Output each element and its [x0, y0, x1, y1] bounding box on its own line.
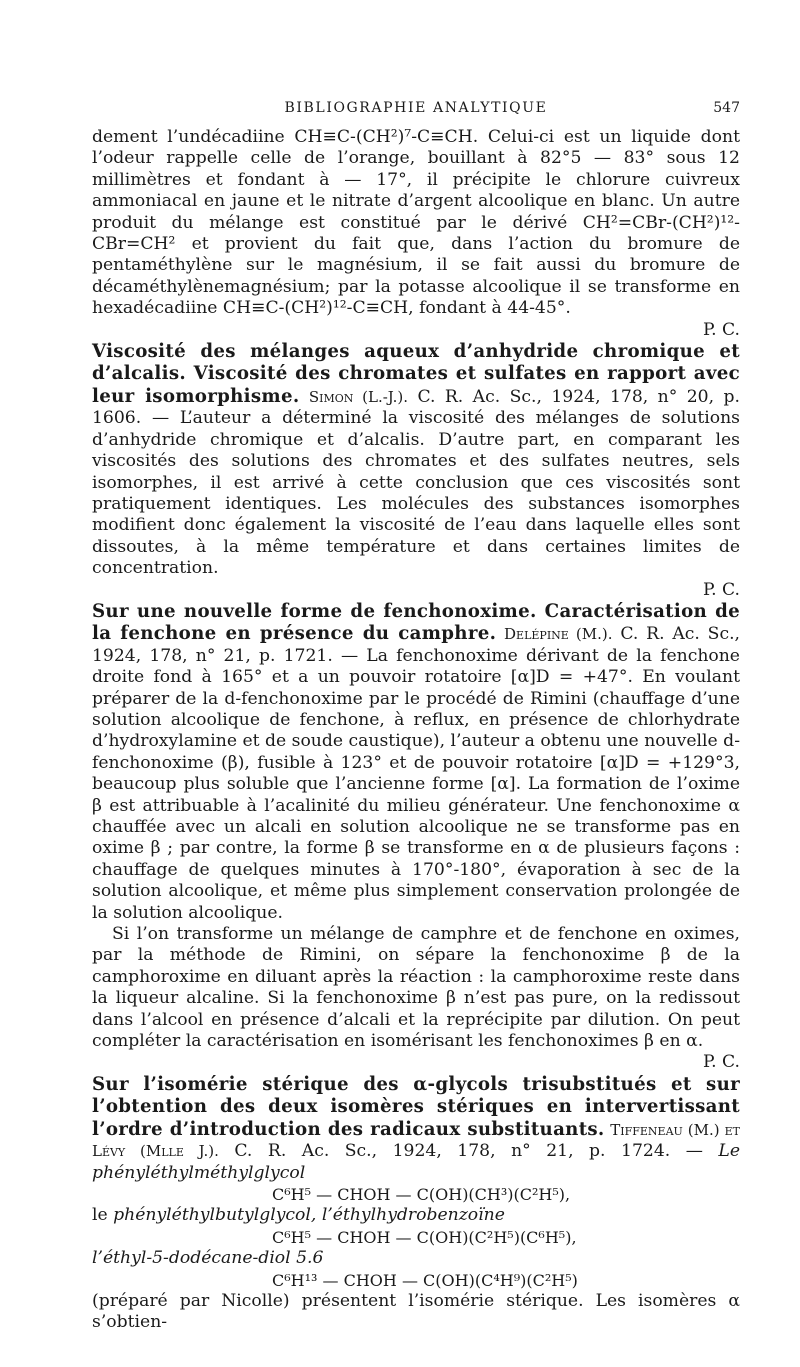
page-number: 547 [713, 100, 740, 116]
viscosite-text: — L’auteur a déterminé la viscosité des mélanges de solutions d’anhydride chromique et d’alcalis. D’autre part, en comparant les viscosités des solutions des chromates et des sulfates neutres, sels isomorphes, il est arrivé à cette conclusion que ces viscosités sont pratiquement identiques. Les molécules des substances isomorphes modifient donc également la viscosité de l’eau dans laquelle elles sont dissoutes, à la même température et dans certaines limites de concentration. [92, 408, 740, 579]
glycols-name-b: l’éthyl-5-dodécane-diol 5.6 [92, 1248, 324, 1269]
glycols-lead: — Le phényléthylméthylglycol [92, 1141, 740, 1183]
intro-paragraph: dement l’undécadiine CH≡C-(CH²)⁷-C≡CH. Celui-ci est un liquide dont l’odeur rappelle celle de l’orange, bouillant à 82°5 — 83° sous 12 millimètres et fondant à — 17°, il précipite le chlorure cuivreux ammoniacal en jaune et le nitrate d’argent alcoolique en blanc. Un autre produit du mélange est constitué par le dérivé CH²=CBr-(CH²)¹²-CBr=CH² et provient du fait que, dans l’action du bromure de pentaméthylène sur le magnésium, il se fait aussi du bromure de décaméthylènemagnésium; par la potasse alcoolique il se transforme en hexadécadiine CH≡C-(CH²)¹²-C≡CH, fondant à 44-45°. [92, 127, 740, 319]
fenchonoxime-signature: P. C. [702, 1052, 740, 1073]
fenchonoxime-text-2: Si l’on transforme un mélange de camphre et de fenchone en oximes, par la méthode de Rimini, on sépare la fenchonoxime β de la camphoroxime en diluant après la réaction : la camphoroxime reste dans la liqueur alcaline. Si la fenchonoxime β n’est pas pure, on la redissout dans l’alcool en présence d’alcali et la reprécipite par dilution. On peut compléter la caractérisation en isomérisant les fenchonoximes β en α. [92, 924, 740, 1052]
article-body [92, 127, 740, 1334]
glycols-ref: C. R. Ac. Sc., 1924, 178, n° 21, p. 1724. [234, 1141, 671, 1162]
formula-1: C⁶H⁵ — CHOH — C(OH)(CH³)(C²H⁵), [272, 1184, 571, 1204]
glycols-line-a [92, 1205, 740, 1226]
viscosite-author: Simon (L.-J.). [308, 387, 409, 406]
viscosite-title: Viscosité des mélanges aqueux d’anhydride chromique et d’alcalis. Viscosité des chromates et sulfates en rapport avec leur isomorphisme. [92, 341, 740, 407]
running-title: BIBLIOGRAPHIE ANALYTIQUE [284, 100, 548, 116]
glycols-name-a: phényléthylbutylglycol, [113, 1205, 317, 1226]
fenchonoxime-entry [92, 601, 740, 924]
glycols-closing: (préparé par Nicolle) présentent l’isomérie stérique. Les isomères α s’obtien- [92, 1290, 740, 1333]
fenchonoxime-ref: C. R. Ac. Sc., 1924, 178, n° 21, p. 1721. [92, 624, 741, 666]
fenchonoxime-title: Sur une nouvelle forme de fenchonoxime. Caractérisation de la fenchone en présence du camphre. [92, 600, 740, 645]
formula-3: C⁶H¹³ — CHOH — C(OH)(C⁴H⁹)(C²H⁵) [272, 1270, 578, 1290]
glycols-prefix-le: le [92, 1205, 108, 1226]
formula-2: C⁶H⁵ — CHOH — C(OH)(C²H⁵)(C⁶H⁵), [272, 1227, 577, 1247]
viscosite-ref: C. R. Ac. Sc., 1924, 178, n° 20, p. 1606. [92, 386, 740, 429]
fenchonoxime-author: Delépine (M.). [504, 625, 613, 644]
fenchonoxime-text: — La fenchonoxime dérivant de la fenchone droite fond à 165° et a un pouvoir rotatoire [α]D = +47°. En voulant préparer de la d-fenchonoxime par le procédé de Rimini (chauffage d’une solution alcoolique de fenchone, à reflux, en présence de chlorhydrate d’hydroxylamine et de soude caustique), l’auteur a obtenu une nouvelle d-fenchonoxime (β), fusible à 123° et de pouvoir rotatoire [α]D = +129°3, beaucoup plus soluble que l’ancienne forme [α]. La formation de l’oxime β est attribuable à l’acalinité du milieu générateur. Une fenchonoxime α chauffée avec un alcali en solution alcoolique ne se transforme pas en oxime β ; par contre, la forme β se transforme en α de plusieurs façons : chauffage de quelques minutes à 170°-180°, évaporation à sec de la solution alcoolique, et même plus simplement conservation prolongée de la solution alcoolique. [92, 645, 740, 923]
glycols-authors: Tiffeneau (M.) et Lévy (Mlle J.). [92, 1120, 740, 1161]
viscosite-signature: P. C. [702, 579, 740, 600]
viscosite-entry [92, 341, 740, 579]
glycols-title: Sur l’isomérie stérique des α-glycols trisubstitués et sur l’obtention des deux isomères stériques en intervertissant l’ordre d’introduction des radicaux substituants. [92, 1073, 740, 1140]
running-head [92, 100, 740, 124]
intro-signature: P. C. [702, 319, 740, 340]
glycols-name-a2: l’éthylhydrobenzoïne [321, 1205, 505, 1226]
glycols-entry [92, 1074, 740, 1184]
